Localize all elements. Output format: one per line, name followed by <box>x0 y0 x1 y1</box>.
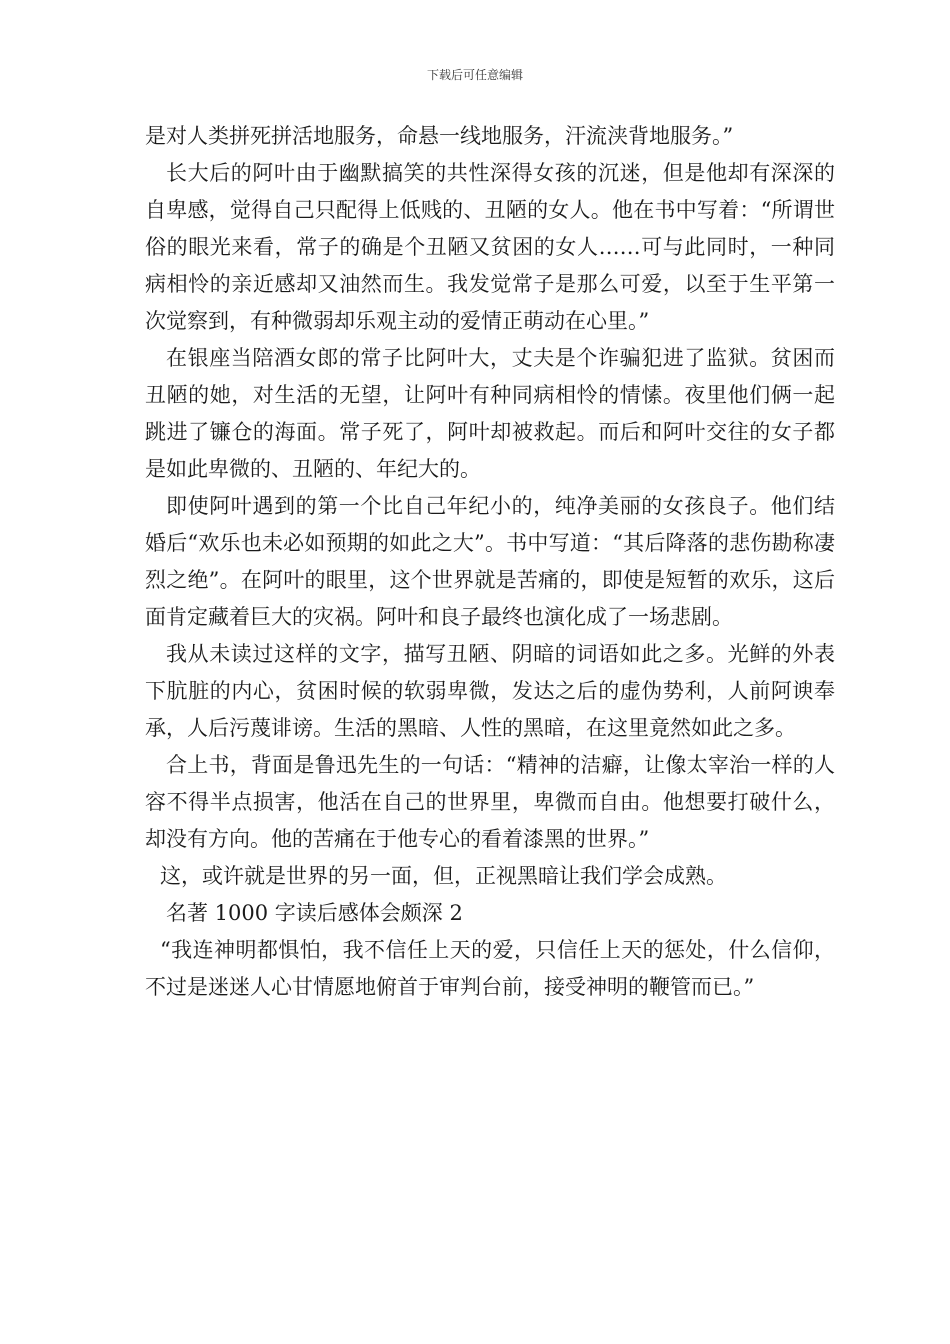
section-heading: 名著 1000 字读后感体会颇深 2 <box>166 901 463 925</box>
paragraph-2: 长大后的阿叶由于幽默搞笑的共性深得女孩的沉迷，但是他却有深深的自卑感，觉得自己只配得上低贱的、丑陋的女人。他在书中写着：“所谓世俗的眼光来看，常子的确是个丑陋又贫困的女人……可与此同时，一种同病相怜的亲近感却又油然而生。我发觉常子是那么可爱，以至于生平第一次觉察到，有种微弱却乐观主动的爱情正萌动在心里。” <box>145 161 835 333</box>
paragraph-1: 是对人类拼死拼活地服务，命悬一线地服务，汗流浃背地服务。” <box>145 124 734 148</box>
paragraph-5: 我从未读过这样的文字，描写丑陋、阴暗的词语如此之多。光鲜的外表下肮脏的内心，贫困时候的软弱卑微，发达之后的虚伪势利，人前阿谀奉承，人后污蔑诽谤。生活的黑暗、人性的黑暗，在这里竟然如此之多。 <box>145 642 835 740</box>
paragraph-3: 在银座当陪酒女郎的常子比阿叶大，丈夫是个诈骗犯进了监狱。贫困而丑陋的她，对生活的无望，让阿叶有种同病相怜的情愫。夜里他们俩一起跳进了镰仓的海面。常子死了，阿叶却被救起。而后和阿叶交往的女子都是如此卑微的、丑陋的、年纪大的。 <box>145 346 835 481</box>
paragraph-6: 合上书，背面是鲁迅先生的一句话：“精神的洁癖，让像太宰治一样的人容不得半点损害，他活在自己的世界里，卑微而自由。他想要打破什么，却没有方向。他的苦痛在于他专心的看着漆黑的世界。” <box>145 753 835 851</box>
paragraph-8: “我连神明都惧怕，我不信任上天的爱，只信任上天的惩处，什么信仰，不过是迷迷人心甘情愿地俯首于审判台前，接受神明的鞭管而已。” <box>145 938 835 999</box>
paragraph-4: 即使阿叶遇到的第一个比自己年纪小的，纯净美丽的女孩良子。他们结婚后“欢乐也未必如预期的如此之大”。书中写道：“其后降落的悲伤勘称凄烈之绝”。在阿叶的眼里，这个世界就是苦痛的，即使是短暂的欢乐，这后面肯定藏着巨大的灾祸。阿叶和良子最终也演化成了一场悲剧。 <box>145 494 835 629</box>
paragraph-7: 这，或许就是世界的另一面，但，正视黑暗让我们学会成熟。 <box>160 864 727 888</box>
page-header: 下载后可任意编辑 <box>426 68 523 82</box>
document-body <box>145 118 835 1006</box>
